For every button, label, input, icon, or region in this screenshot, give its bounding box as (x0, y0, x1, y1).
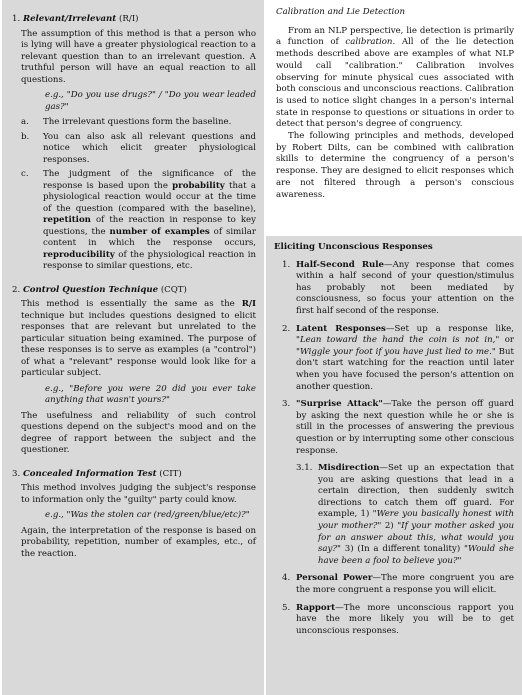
section-number: 2. (12, 284, 21, 295)
left-column (2, 0, 264, 695)
list-item: 4. Personal Power—The more congruent you are the more congruent a response you will elicit. (282, 573, 515, 596)
paragraph: From an NLP perspective, lie detection is primarily a function of calibration. All of the lie detection methods described above are examples of what NLP would call "calibration." Calibration involves observing for minute physical cues associated with both conscious and unconscious reactions. Calibration is used to notice slight changes in a person's internal state in response to questions or situations in order to detect that person's degree of congruency. (276, 25, 514, 130)
list-item: 2. Latent Responses—Set up a response like, "Lean toward the hand the coin is not in," or "Wiggle your foot if you have just lied to me." But don't start watching for the reaction until later when you have focused the person's attention on another question. (282, 323, 515, 392)
list-item: b. You can also ask all relevant questions and notice which elicit greater physiological responses. (21, 131, 256, 165)
sub-list-item: 3.1. Misdirection—Set up an expectation that you are asking questions that lead in a certain direction, then suddenly switch directions to catch them off guard. For example, 1) "Were you basically honest with your mother?" 2) "If your mother asked you for an answer about this, what would you say?" 3) (In a different tonality) "Would she have been a fool to believe you?" (296, 463, 515, 566)
section-title: Relevant/Irrelevant (22, 14, 117, 24)
section-abbr: (R/I) (119, 14, 139, 24)
example: e.g., "Was the stolen car (red/green/blue/etc)?" (45, 510, 250, 520)
section-abbr: (CIT) (159, 468, 182, 479)
paragraph: This method involves judging the subject's response to information only the "guilty" party could know. (21, 483, 256, 505)
section-title: Concealed Information Test (22, 468, 157, 479)
list-item: c. The judgment of the significance of the response is based upon the probability that a physiological reaction would occur at the time of the question (compared with the baseline), repetition of the reaction in response to key questions, the number of examples of similar content in which the response occurs, reproducibility of the physiological reaction in response to similar questions, etc. (21, 169, 256, 271)
example: e.g., "Before you were 20 did you ever take anything that wasn't yours?" (45, 383, 256, 405)
right-column (266, 0, 522, 695)
paragraph: Again, the interpretation of the response is based on probability, repetition, number of examples, etc., of the reaction. (21, 525, 256, 559)
section-number: 3. (12, 468, 21, 479)
section-heading-relevant-irrelevant (12, 14, 256, 26)
section-heading-concealed-information (12, 469, 256, 481)
paragraph: The assumption of this method is that a person who is lying will have a greater physiological reaction to a relevant question than to an irrelevant question. A truthful person will have an equal reaction to all questions. (21, 28, 256, 85)
section-number: 1. (12, 14, 21, 24)
paragraph: This method is essentially the same as the R/I technique but includes questions designed to elicit responses that are relevant but unrelated to the particular situation being examined. The purpose of these responses is to serve as examples (a "control") of what a "relevant" response would look like for a particular subject. (21, 299, 256, 378)
example: e.g., "Do you use drugs?" / "Do you wear leaded gas?" (45, 90, 256, 112)
section-abbr: (CQT) (160, 284, 187, 295)
column-title: Calibration and Lie Detection (276, 7, 405, 17)
list-item: 1. Half-Second Rule—Any response that comes within a half second of your question/stimulus has probably not been mediated by consciousness, so focus your attention on the first half second of the response. (282, 259, 514, 316)
section-title: Control Question Technique (22, 284, 159, 295)
paragraph: The following principles and methods, developed by Robert Dilts, can be combined with calibration skills to determine the congruency of a person's response. They are designed to elicit responses which are not filtered through a person's conscious awareness. (276, 131, 514, 200)
paragraph: The usefulness and reliability of such control questions depend on the subject's mood and on the degree of rapport between the subject and the questioner. (21, 410, 256, 455)
list-item: 3. "Surprise Attack"—Take the person off guard by asking the next question while he or she is still in the processes of answering the previous question or by interrupting some other conscious response. (282, 399, 514, 456)
sidebar-box (266, 236, 522, 695)
box-heading: Eliciting Unconscious Responses (274, 242, 433, 252)
section-heading-control-question (12, 285, 256, 297)
list-item: a. The irrelevant questions form the baseline. (21, 117, 232, 127)
list-item: 5. Rapport—The more unconscious rapport you have the more likely you will be to get unconscious responses. (282, 602, 514, 636)
